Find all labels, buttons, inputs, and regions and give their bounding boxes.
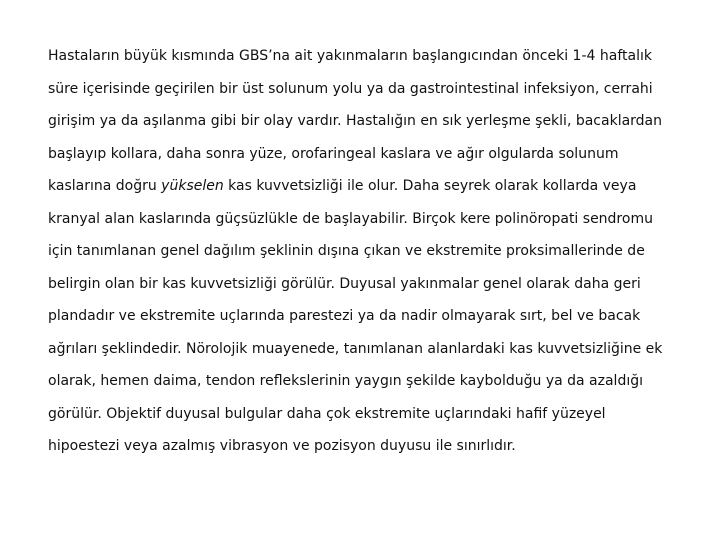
italic-word: yükselen: [161, 178, 224, 194]
text-line-5-after: kas kuvvetsizliği ile olur. Daha seyrek olarak kollarda veya: [223, 178, 637, 194]
text-line-12: görülür. Objektif duyusal bulgular daha çok ekstremite uçlarındaki hafif yüzeyel: [48, 405, 606, 422]
text-line-10: ağrıları şeklindedir. Nörolojik muayenede, tanımlanan alanlardaki kas kuvvetsizliğine ek: [48, 340, 663, 357]
text-line-5: [48, 170, 708, 203]
text-line-11: olarak, hemen daima, tendon reflekslerinin yaygın şekilde kaybolduğu ya da azaldığı: [48, 373, 643, 389]
text-line-4: başlayıp kollara, daha sonra yüze, orofaringeal kaslara ve ağır olgularda solunum: [48, 145, 619, 162]
text-line-2: süre içerisinde geçirilen bir üst solunum yolu ya da gastrointestinal infeksiyon, cerrahi: [48, 80, 653, 97]
text-line-5-before: kaslarına doğru: [48, 178, 162, 194]
text-line-8: belirgin olan bir kas kuvvetsizliği görülür. Duyusal yakınmalar genel olarak daha geri: [48, 275, 641, 292]
body-paragraph: [48, 40, 708, 463]
text-line-6: kranyal alan kaslarında güçsüzlükle de başlayabilir. Birçok kere polinöropati sendromu: [48, 210, 653, 227]
text-line-7: için tanımlanan genel dağılım şeklinin dışına çıkan ve ekstremite proksimallerinde de: [48, 243, 645, 259]
text-line-1: Hastaların büyük kısmında GBS’na ait yakınmaların başlangıcından önceki 1-4 haftalık: [48, 48, 652, 64]
text-line-9: plandadır ve ekstremite uçlarında parestezi ya da nadir olmayarak sırt, bel ve bacak: [48, 308, 641, 324]
text-line-3: girişim ya da aşılanma gibi bir olay vardır. Hastalığın en sık yerleşme şekli, bacaklardan: [48, 113, 663, 129]
text-line-13: hipoestezi veya azalmış vibrasyon ve pozisyon duyusu ile sınırlıdır.: [48, 438, 516, 454]
